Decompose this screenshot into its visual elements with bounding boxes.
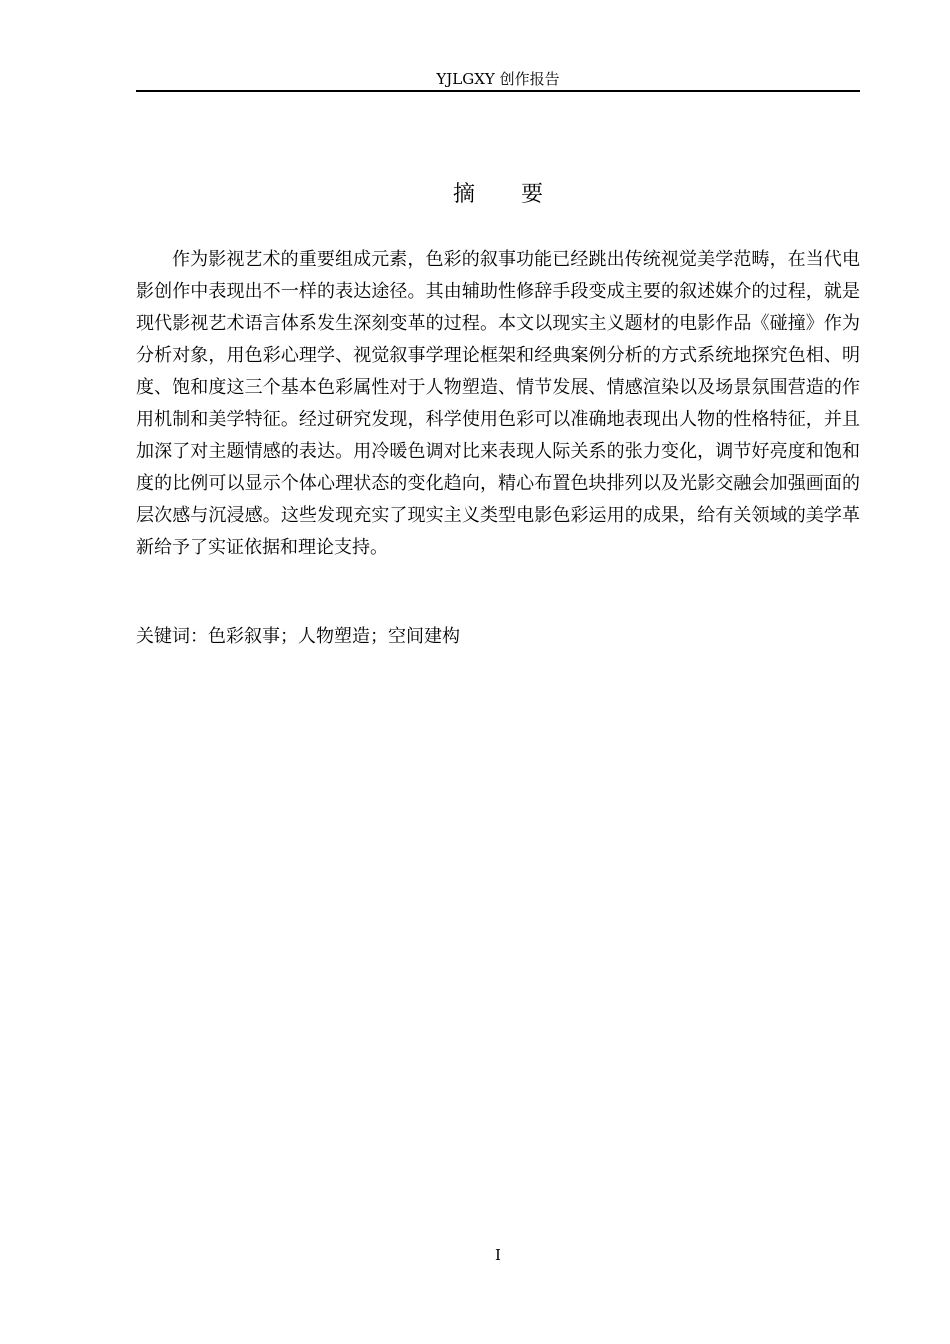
keywords-line (136, 622, 860, 652)
keywords-label: 关键词： (136, 626, 208, 647)
header-divider (136, 90, 860, 92)
abstract-title: 摘要 (452, 182, 589, 207)
keywords-value: 色彩叙事；人物塑造；空间建构 (208, 626, 460, 647)
abstract-body: 作为影视艺术的重要组成元素，色彩的叙事功能已经跳出传统视觉美学范畴，在当代电影创作中表现出不一样的表达途径。其由辅助性修辞手段变成主要的叙述媒介的过程，就是现代影视艺术语言体系发生深刻变革的过程。本文以现实主义题材的电影作品《碰撞》作为分析对象，用色彩心理学、视觉叙事学理论框架和经典案例分析的方式系统地探究色相、明度、饱和度这三个基本色彩属性对于人物塑造、情节发展、情感渲染以及场景氛围营造的作用机制和美学特征。经过研究发现，科学使用色彩可以准确地表现出人物的性格特征，并且加深了对主题情感的表达。用冷暖色调对比来表现人际关系的张力变化，调节好亮度和饱和度的比例可以显示个体心理状态的变化趋向，精心布置色块排列以及光影交融会加强画面的层次感与沉浸感。这些发现充实了现实主义类型电影色彩运用的成果，给有关领域的美学革新给予了实证依据和理论支持。 (136, 249, 860, 558)
page-number: I (495, 1246, 501, 1264)
running-header: YJLGXY 创作报告 (436, 70, 560, 88)
